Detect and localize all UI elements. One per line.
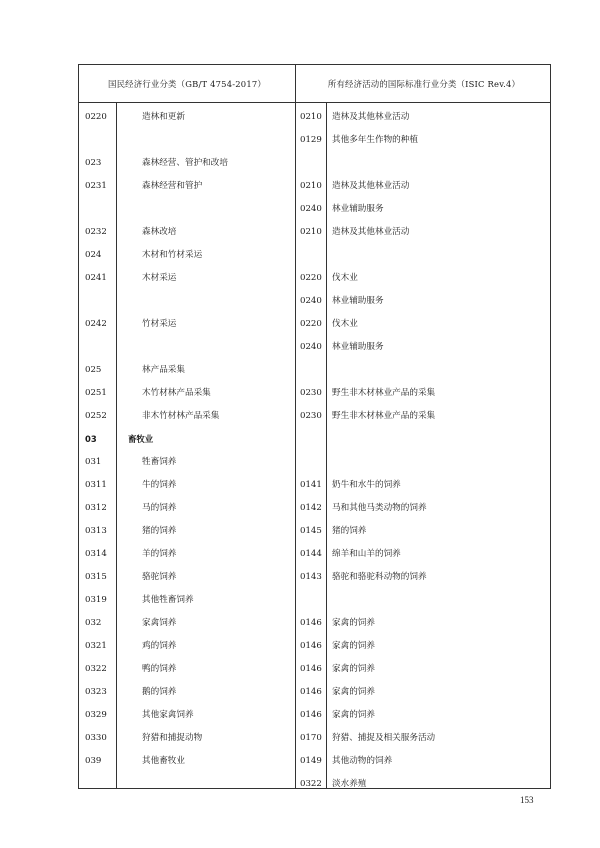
header-gbt: 国民经济行业分类（GB/T 4754-2017） [108,79,266,89]
isic-description: 奶牛和水牛的饲养 [332,480,401,490]
isic-description: 野生非木材林业产品的采集 [332,388,436,398]
table-row [79,681,550,704]
gbt-code: 0232 [85,227,107,237]
isic-code: 0146 [300,664,322,674]
isic-code: 0145 [300,526,322,536]
table-row [79,612,550,635]
gbt-code: 0242 [85,319,107,329]
table-row [79,359,550,382]
table-row [79,727,550,750]
isic-description: 其他动物的饲养 [332,756,393,766]
gbt-name: 竹材采运 [142,319,177,329]
gbt-code: 031 [85,457,102,467]
gbt-code: 023 [85,158,102,168]
isic-description: 家禽的饲养 [332,710,375,720]
isic-code: 0146 [300,710,322,720]
table-row [79,336,550,359]
gbt-code: 0323 [85,687,107,697]
table-row [79,244,550,267]
table-row [79,405,550,428]
gbt-code: 025 [85,365,102,375]
gbt-name: 狩猎和捕捉动物 [142,733,203,743]
isic-code: 0146 [300,641,322,651]
isic-description: 绵羊和山羊的饲养 [332,549,401,559]
gbt-name: 鸭的饲养 [142,664,177,674]
classification-table [78,64,551,789]
gbt-name: 其他家禽饲养 [142,710,194,720]
gbt-name: 猪的饲养 [142,526,177,536]
gbt-code: 0251 [85,388,107,398]
gbt-code: 0313 [85,526,107,536]
gbt-code: 0319 [85,595,107,605]
isic-code: 0129 [300,135,322,145]
gbt-name: 木材和竹材采运 [142,250,203,260]
table-row [79,773,550,796]
table-header [79,65,550,103]
table-row [79,313,550,336]
gbt-code: 0322 [85,664,107,674]
isic-description: 骆驼和骆驼科动物的饲养 [332,572,427,582]
table-row [79,290,550,313]
gbt-name: 非木竹材林产品采集 [142,411,220,421]
isic-code: 0240 [300,342,322,352]
table-row [79,704,550,727]
isic-description: 伐木业 [332,273,358,283]
isic-code: 0322 [300,779,322,789]
gbt-code: 0321 [85,641,107,651]
gbt-name: 羊的饲养 [142,549,177,559]
table-row [79,106,550,129]
gbt-name: 牛的饲养 [142,480,177,490]
gbt-name: 骆驼饲养 [142,572,177,582]
gbt-code: 0241 [85,273,107,283]
gbt-name: 森林经营、管护和改培 [142,158,228,168]
gbt-name: 木竹材林产品采集 [142,388,211,398]
gbt-name: 鸡的饲养 [142,641,177,651]
table-row [79,382,550,405]
gbt-name: 马的饲养 [142,503,177,513]
isic-description: 其他多年生作物的种植 [332,135,418,145]
isic-description: 造林及其他林业活动 [332,112,410,122]
isic-description: 伐木业 [332,319,358,329]
table-row [79,543,550,566]
isic-code: 0210 [300,227,322,237]
isic-code: 0143 [300,572,322,582]
gbt-code: 0252 [85,411,107,421]
table-row [79,267,550,290]
table-row [79,451,550,474]
table-row [79,428,550,451]
isic-code: 0240 [300,296,322,306]
gbt-name: 鹅的饲养 [142,687,177,697]
isic-description: 马和其他马类动物的饲养 [332,503,427,513]
isic-code: 0220 [300,319,322,329]
gbt-code: 0231 [85,181,107,191]
isic-code: 0220 [300,273,322,283]
table-row [79,175,550,198]
page-number: 153 [520,795,534,805]
isic-code: 0240 [300,204,322,214]
gbt-name: 家禽饲养 [142,618,177,628]
gbt-name: 造林和更新 [142,112,185,122]
isic-code: 0149 [300,756,322,766]
gbt-code: 024 [85,250,102,260]
isic-description: 狩猎、捕捉及相关服务活动 [332,733,436,743]
table-row [79,497,550,520]
table-row [79,658,550,681]
gbt-code: 0311 [85,480,107,490]
gbt-code: 0330 [85,733,107,743]
isic-description: 林业辅助服务 [332,342,384,352]
isic-description: 家禽的饲养 [332,664,375,674]
table-row [79,474,550,497]
gbt-code: 0315 [85,572,107,582]
isic-description: 林业辅助服务 [332,296,384,306]
isic-code: 0146 [300,618,322,628]
isic-description: 家禽的饲养 [332,641,375,651]
table-row [79,750,550,773]
isic-code: 0142 [300,503,322,513]
table-row [79,520,550,543]
gbt-code: 0314 [85,549,107,559]
table-row [79,221,550,244]
isic-description: 林业辅助服务 [332,204,384,214]
isic-code: 0170 [300,733,322,743]
table-row [79,635,550,658]
table-row [79,566,550,589]
isic-code: 0210 [300,181,322,191]
gbt-name: 其他畜牧业 [142,756,185,766]
gbt-name: 森林经营和管护 [142,181,203,191]
gbt-name: 其他牲畜饲养 [142,595,194,605]
gbt-name: 木材采运 [142,273,177,283]
table-row [79,152,550,175]
isic-code: 0144 [300,549,322,559]
gbt-code: 0312 [85,503,107,513]
isic-description: 家禽的饲养 [332,618,375,628]
isic-description: 造林及其他林业活动 [332,181,410,191]
isic-code: 0230 [300,411,322,421]
gbt-code: 0220 [85,112,107,122]
gbt-name: 森林改培 [142,227,177,237]
gbt-code: 03 [85,434,97,444]
gbt-code: 039 [85,756,102,766]
isic-code: 0230 [300,388,322,398]
gbt-name: 牲畜饲养 [142,457,177,467]
isic-description: 家禽的饲养 [332,687,375,697]
header-isic: 所有经济活动的国际标准行业分类（ISIC Rev.4） [327,79,521,89]
table-row [79,129,550,152]
table-row [79,589,550,612]
isic-description: 猪的饲养 [332,526,367,536]
isic-code: 0146 [300,687,322,697]
table-row [79,198,550,221]
isic-code: 0210 [300,112,322,122]
gbt-name: 林产品采集 [142,365,185,375]
isic-description: 野生非木材林业产品的采集 [332,411,436,421]
gbt-name: 畜牧业 [128,434,154,444]
isic-code: 0141 [300,480,322,490]
gbt-code: 0329 [85,710,107,720]
isic-description: 造林及其他林业活动 [332,227,410,237]
gbt-code: 032 [85,618,102,628]
isic-description: 淡水养殖 [332,779,367,789]
